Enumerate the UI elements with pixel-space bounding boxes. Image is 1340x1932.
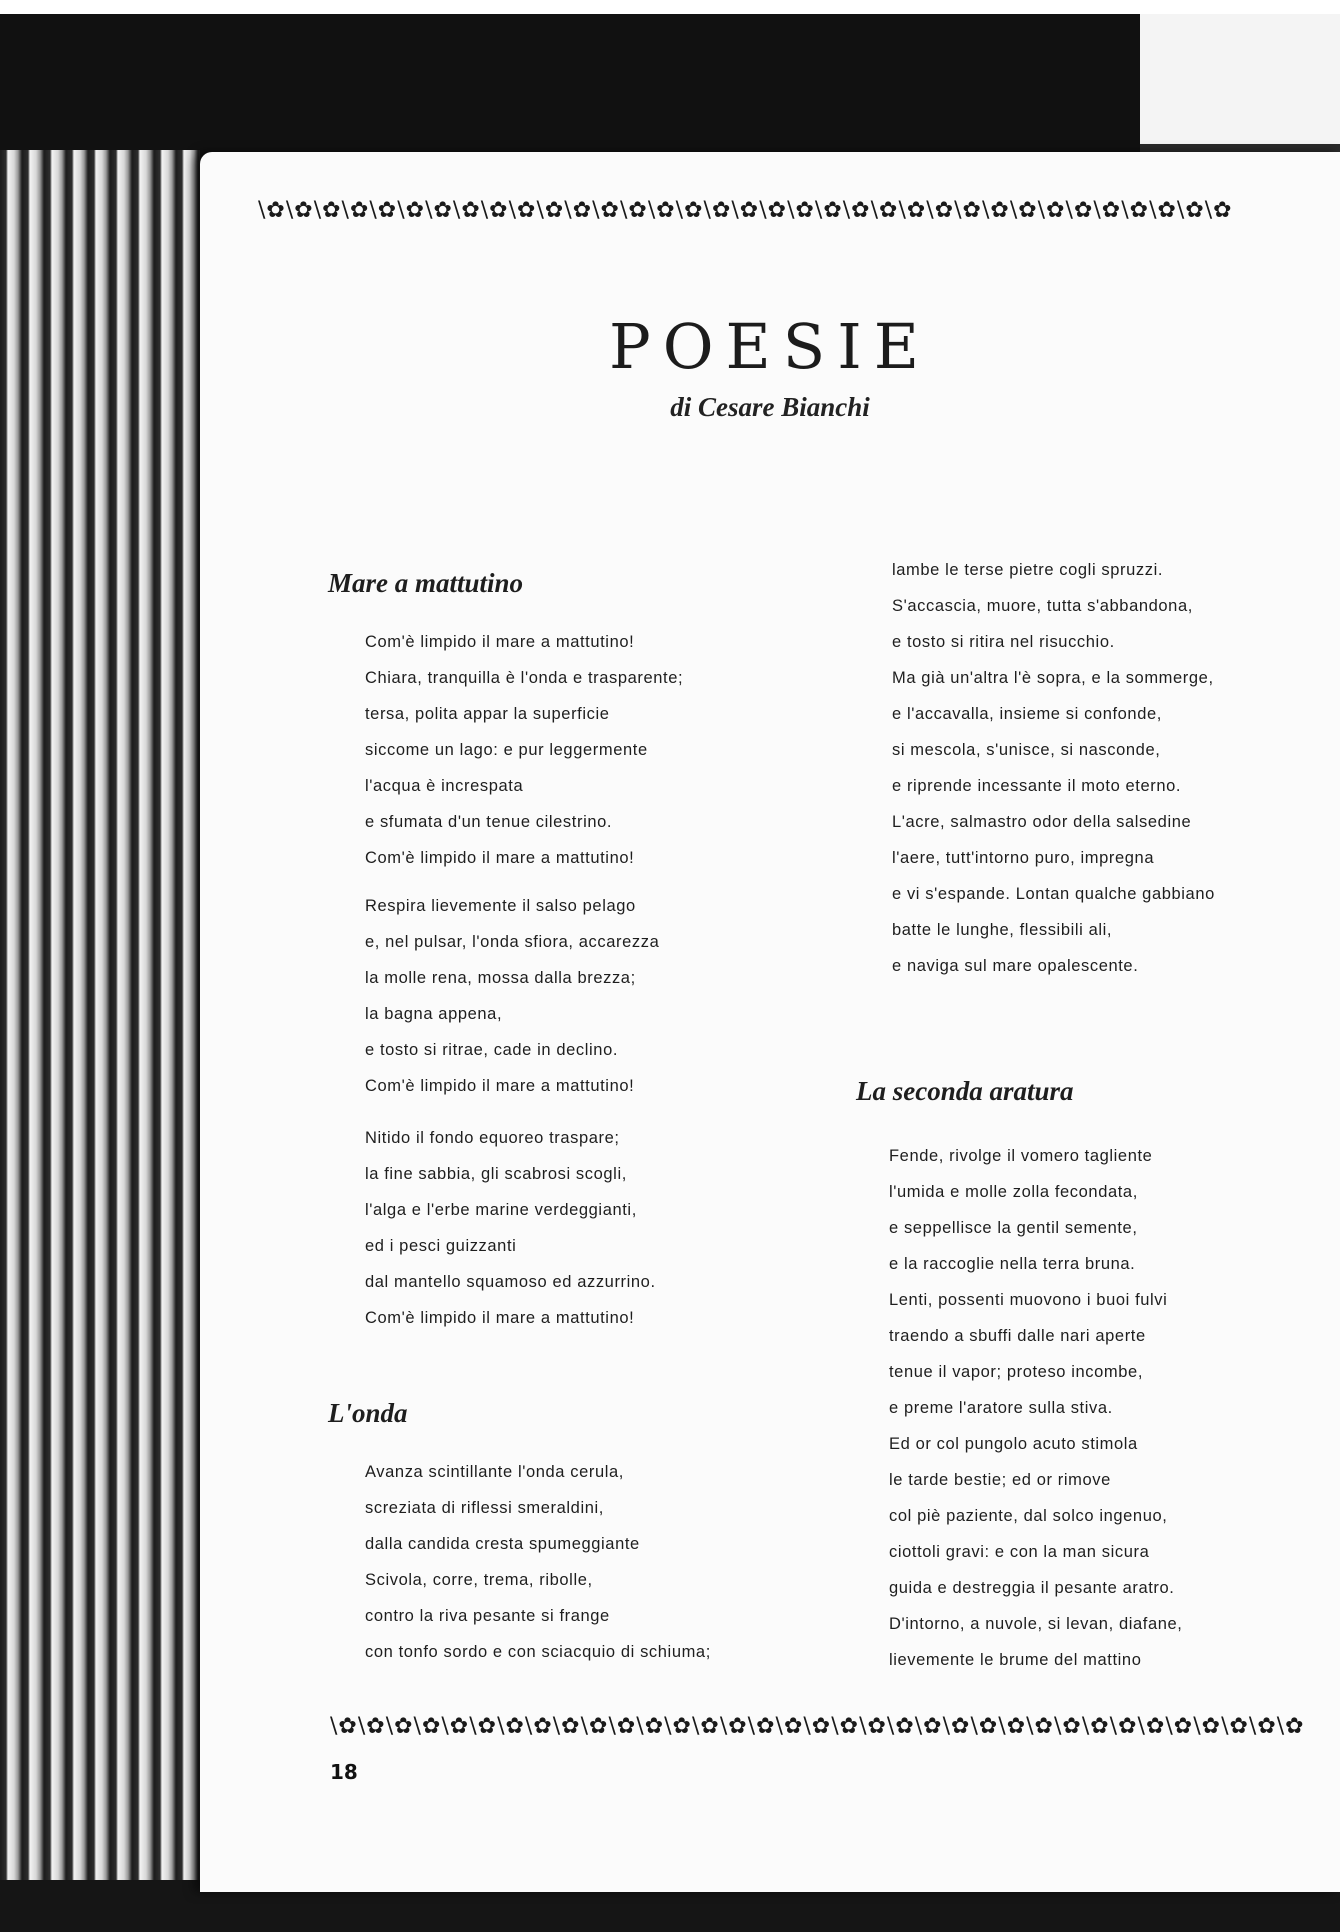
verse-line: col piè paziente, dal solco ingenuo, [889, 1507, 1168, 1525]
verse-line: e tosto si ritrae, cade in declino. [365, 1041, 619, 1059]
verse-line: si mescola, s'unisce, si nasconde, [892, 741, 1161, 759]
verse-line: e naviga sul mare opalescente. [892, 957, 1139, 975]
stanza-onda-continued [892, 552, 1215, 984]
verse-line: e seppellisce la gentil semente, [889, 1219, 1138, 1237]
verse-line: Com'è limpido il mare a mattutino! [365, 1077, 635, 1095]
verse-line: batte le lunghe, flessibili ali, [892, 921, 1113, 939]
verse-line: Chiara, tranquilla è l'onda e trasparente; [365, 669, 684, 687]
verse-line: D'intorno, a nuvole, si levan, diafane, [889, 1615, 1183, 1633]
verse-line: Nitido il fondo equoreo traspare; [365, 1129, 620, 1147]
verse-line: tenue il vapor; proteso incombe, [889, 1363, 1144, 1381]
poem-title-aratura: La seconda aratura [856, 1076, 1074, 1106]
verse-line: e preme l'aratore sulla stiva. [889, 1399, 1113, 1417]
stanza-aratura [889, 1138, 1182, 1678]
stanza-mare-1 [365, 624, 683, 876]
ornamental-border-bottom: \✿\✿\✿\✿\✿\✿\✿\✿\✿\✿\✿\✿\✿\✿\✿\✿\✿\✿\✿\✿\✿\✿\✿\✿\✿\✿\✿\✿\✿\✿\✿\✿\✿\✿\✿ [330, 1714, 1305, 1739]
verse-line: contro la riva pesante si frange [365, 1607, 610, 1625]
verse-line: e sfumata d'un tenue cilestrino. [365, 813, 613, 831]
verse-line: Com'è limpido il mare a mattutino! [365, 849, 635, 867]
author-byline: di Cesare Bianchi [670, 392, 870, 422]
scan-top-right-margin [1140, 14, 1340, 144]
page-title: POESIE [608, 310, 932, 383]
verse-line: la bagna appena, [365, 1005, 503, 1023]
verse-line: lambe le terse pietre cogli spruzzi. [892, 561, 1164, 579]
verse-line: dalla candida cresta spumeggiante [365, 1535, 640, 1553]
scan-top-right-edge [1140, 144, 1340, 152]
ornamental-border-top: \✿\✿\✿\✿\✿\✿\✿\✿\✿\✿\✿\✿\✿\✿\✿\✿\✿\✿\✿\✿\✿\✿\✿\✿\✿\✿\✿\✿\✿\✿\✿\✿\✿\✿\✿ [258, 198, 1233, 223]
stanza-onda [365, 1454, 711, 1670]
page-number: 18 [330, 1760, 358, 1784]
verse-line: Fende, rivolge il vomero tagliente [889, 1147, 1153, 1165]
verse-line: e, nel pulsar, l'onda sfiora, accarezza [365, 933, 660, 951]
poem-title-onda: L'onda [328, 1398, 408, 1428]
verse-line: ed i pesci guizzanti [365, 1237, 517, 1255]
verse-line: screziata di riflessi smeraldini, [365, 1499, 604, 1517]
verse-line: Avanza scintillante l'onda cerula, [365, 1463, 624, 1481]
verse-line: dal mantello squamoso ed azzurrino. [365, 1273, 656, 1291]
verse-line: e tosto si ritira nel risucchio. [892, 633, 1115, 651]
verse-line: la fine sabbia, gli scabrosi scogli, [365, 1165, 627, 1183]
book-page [200, 152, 1340, 1892]
verse-line: Scivola, corre, trema, ribolle, [365, 1571, 593, 1589]
verse-line: siccome un lago: e pur leggermente [365, 741, 648, 759]
verse-line: Ed or col pungolo acuto stimola [889, 1435, 1138, 1453]
verse-line: l'alga e l'erbe marine verdeggianti, [365, 1201, 637, 1219]
verse-line: l'umida e molle zolla fecondata, [889, 1183, 1138, 1201]
verse-line: la molle rena, mossa dalla brezza; [365, 969, 636, 987]
verse-line: guida e destreggia il pesante aratro. [889, 1579, 1175, 1597]
verse-line: tersa, polita appar la superficie [365, 705, 610, 723]
stanza-mare-3 [365, 1120, 656, 1336]
verse-line: L'acre, salmastro odor della salsedine [892, 813, 1192, 831]
verse-line: e la raccoglie nella terra bruna. [889, 1255, 1136, 1273]
scan-top-shadow [0, 14, 1140, 164]
verse-line: con tonfo sordo e con sciacquio di schiuma; [365, 1643, 711, 1661]
verse-line: lievemente le brume del mattino [889, 1651, 1142, 1669]
verse-line: Lenti, possenti muovono i buoi fulvi [889, 1291, 1168, 1309]
page-edge-stack [0, 150, 200, 1890]
verse-line: e vi s'espande. Lontan qualche gabbiano [892, 885, 1215, 903]
verse-line: Respira lievemente il salso pelago [365, 897, 636, 915]
verse-line: Com'è limpido il mare a mattutino! [365, 1309, 635, 1327]
verse-line: e l'accavalla, insieme si confonde, [892, 705, 1162, 723]
verse-line: le tarde bestie; ed or rimove [889, 1471, 1111, 1489]
verse-line: l'aere, tutt'intorno puro, impregna [892, 849, 1155, 867]
verse-line: traendo a sbuffi dalle nari aperte [889, 1327, 1146, 1345]
poem-title-mare: Mare a mattutino [328, 568, 524, 598]
verse-line: Ma già un'altra l'è sopra, e la sommerge, [892, 669, 1214, 687]
verse-line: e riprende incessante il moto eterno. [892, 777, 1182, 795]
verse-line: Com'è limpido il mare a mattutino! [365, 633, 635, 651]
verse-line: S'accascia, muore, tutta s'abbandona, [892, 597, 1193, 615]
verse-line: l'acqua è increspata [365, 777, 524, 795]
verse-line: ciottoli gravi: e con la man sicura [889, 1543, 1150, 1561]
stanza-mare-2 [365, 888, 659, 1104]
